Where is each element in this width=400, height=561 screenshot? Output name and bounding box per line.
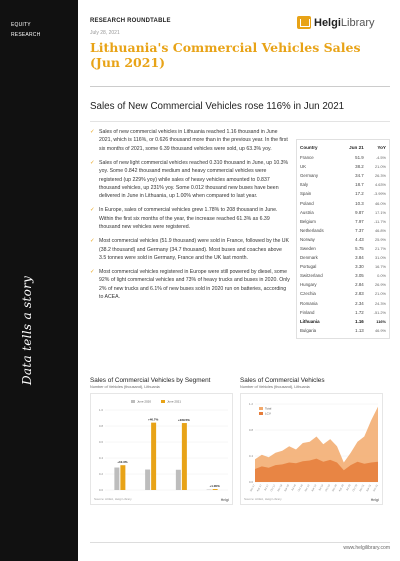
table-row — [299, 253, 387, 262]
table-cell-yoy: 31.0% — [374, 255, 386, 261]
table-cell-yoy: 26.9% — [374, 282, 386, 288]
table-cell-yoy: 0.0% — [377, 273, 386, 279]
table-cell-jun: 2.83 — [355, 291, 364, 297]
chart-brand: Helgi — [370, 498, 379, 502]
table-cell-country: Switzerland — [300, 273, 323, 279]
table-row — [299, 235, 387, 244]
table-cell-yoy: 46.8% — [374, 227, 386, 233]
check-icon: ✓ — [90, 207, 95, 214]
bar — [213, 489, 218, 490]
table-cell-jun: 10.3 — [355, 200, 364, 206]
y-tick-label: 0.4 — [248, 454, 253, 458]
category-line-2: RESEARCH — [11, 32, 41, 38]
publish-date: July 28, 2021 — [90, 30, 120, 36]
chart-frame — [240, 393, 383, 505]
table-cell-yoy: 4.63% — [374, 182, 386, 188]
table-row — [299, 226, 387, 235]
y-tick-label: 0.0 — [248, 480, 253, 484]
category-label — [11, 20, 40, 40]
table-cell-country: UK — [300, 164, 307, 170]
table-row — [299, 180, 387, 189]
table-cell-jun: 4.43 — [355, 236, 364, 242]
legend-label: June 2020 — [137, 399, 152, 404]
chart-brand: Helgi — [220, 498, 229, 502]
table-header-yoy: YoY — [377, 145, 386, 150]
x-tick-label: Jan 19 — [304, 484, 311, 493]
x-tick-label: Jul 18 — [290, 484, 297, 492]
x-tick-label: Oct 20 — [351, 484, 359, 493]
country-table — [296, 139, 390, 339]
table-cell-country: Finland — [300, 309, 315, 315]
table-cell-country: Sweden — [300, 245, 316, 251]
legend-label: June 2021 — [167, 399, 182, 404]
chart-subtitle: Number of Vehicles (thousand), Lithuania — [90, 385, 160, 389]
table-cell-jun: 7.37 — [355, 227, 364, 233]
check-icon: ✓ — [90, 238, 95, 245]
table-cell-country: Hungary — [300, 282, 317, 288]
x-tick-label: Jan 20 — [331, 484, 338, 493]
table-cell-country: Italy — [300, 182, 309, 188]
table-cell-jun: 7.97 — [355, 218, 364, 224]
table-cell-jun: 1.13 — [355, 327, 364, 333]
table-row — [299, 162, 387, 171]
table-row — [299, 208, 387, 217]
y-tick-label: 0.8 — [248, 428, 253, 432]
table-cell-yoy: 21.0% — [374, 164, 386, 170]
table-cell-jun: 5.75 — [355, 245, 364, 251]
table-cell-country: Lithuania — [300, 318, 320, 324]
x-tick-label: Jul 17 — [263, 484, 270, 492]
table-row — [299, 317, 387, 326]
check-icon: ✓ — [90, 269, 95, 276]
table-cell-jun: 1.16 — [355, 318, 364, 324]
x-tick-label: Jan 17 — [249, 484, 256, 493]
bullet-item: ✓ Sales of new commercial vehicles in Lithuania reached 1.16 thousand in June 2021, which is 116%, or 0.626 thousand more than in the previous year. In the first six months of 2021, some 6.39 thousand vehicles were sold, up 63.3% yoy. — [90, 129, 288, 152]
x-tick-label: Oct 18 — [297, 484, 304, 493]
table-row — [299, 262, 387, 271]
table-cell-jun: 18.7 — [355, 182, 364, 188]
table-cell-jun: 3.05 — [355, 273, 364, 279]
table-row — [299, 153, 387, 162]
table-cell-yoy: 26.3% — [374, 173, 386, 179]
legend-swatch — [131, 400, 135, 403]
table-cell-yoy: 16.7% — [374, 264, 386, 270]
table-cell-yoy: -3.99% — [373, 191, 386, 197]
table-cell-country: Romania — [300, 300, 318, 306]
legend-swatch — [259, 412, 263, 415]
table-cell-yoy: 17.1% — [374, 209, 386, 215]
legend-swatch — [259, 407, 263, 410]
table-cell-jun: 3.30 — [355, 264, 364, 270]
table-cell-yoy: 116% — [376, 318, 386, 324]
table-cell-jun: 38.2 — [355, 164, 364, 170]
page-title: Lithuania's Commercial Vehicles Sales (Jun 2021) — [90, 40, 361, 70]
chart-title: Sales of Commercial Vehicles by Segment — [90, 377, 211, 384]
table-cell-country: Portugal — [300, 264, 317, 270]
table-row — [299, 171, 387, 180]
trend-chart-svg — [241, 394, 384, 506]
table-row — [299, 244, 387, 253]
x-tick-label: Jun 21 — [372, 484, 379, 493]
chart-frame — [90, 393, 233, 505]
table-row — [299, 289, 387, 298]
y-tick-label: 0.2 — [98, 472, 103, 476]
table-row — [299, 280, 387, 289]
table-cell-yoy: 46.9% — [374, 327, 386, 333]
table-row — [299, 217, 387, 226]
table-cell-yoy: 46.0% — [374, 200, 386, 206]
helgi-library-logo[interactable] — [297, 16, 375, 29]
table-cell-jun: 51.9 — [355, 155, 364, 161]
data-label: +40.7% — [147, 417, 159, 422]
logo-text: HelgiLibrary — [314, 16, 375, 29]
footer-link[interactable]: www.helgilibrary.com — [343, 545, 390, 551]
segment-chart-svg — [91, 394, 234, 506]
check-icon: ✓ — [90, 159, 95, 166]
table-cell-yoy: 25.9% — [374, 236, 386, 242]
table-cell-country: Norway — [300, 236, 315, 242]
table-cell-jun: 9.87 — [355, 209, 364, 215]
table-cell-yoy: -11.7% — [373, 218, 386, 224]
logo-icon — [297, 16, 311, 29]
kicker: RESEARCH ROUNDTABLE — [90, 18, 171, 24]
divider — [90, 121, 390, 122]
table-cell-yoy: -51.2% — [373, 309, 386, 315]
trend-chart — [240, 377, 383, 505]
chart-title: Sales of Commercial Vehicles — [240, 377, 325, 384]
table-row — [299, 271, 387, 280]
x-tick-label: Apr 21 — [365, 484, 373, 493]
check-icon: ✓ — [90, 129, 95, 135]
category-line-1: EQUITY — [11, 22, 31, 28]
table-cell-country: Czechia — [300, 291, 316, 297]
table-row — [299, 299, 387, 308]
table-row — [299, 189, 387, 198]
sidebar — [0, 0, 78, 561]
data-label: +1.00% — [209, 484, 220, 489]
x-tick-label: Jul 19 — [318, 484, 325, 492]
legend-swatch — [161, 400, 165, 403]
table-row — [299, 326, 387, 335]
footer-divider — [90, 542, 390, 543]
x-tick-label: Jan 21 — [358, 484, 366, 493]
bullet-item: ✓ Sales of new light commercial vehicles reached 0.310 thousand in June, up 10.3% yoy. Some 0.842 thousand medium and heavy commercial vehicles were registered (up 229% yoy) while sales of heavy vehicles amounted to 0.837 thousand vehicles, up 231% yoy. Some 0.012 thousand new buses have been delivered in June in Lithuania, up 1.00% when compared to last year. — [90, 159, 289, 200]
table-cell-yoy: 21.0% — [374, 291, 386, 297]
table-cell-country: Denmark — [300, 255, 318, 261]
table-header-country: Country — [300, 145, 318, 150]
chart-source: Source: ACEA, Helgi Library — [244, 497, 282, 501]
x-tick-label: Oct 19 — [324, 484, 332, 493]
bar — [114, 468, 119, 490]
table-cell-country: Belgium — [300, 218, 316, 224]
table-cell-jun: 3.84 — [355, 255, 364, 261]
x-tick-label: Apr 18 — [283, 484, 291, 493]
table-cell-country: Austria — [300, 209, 314, 215]
table-cell-yoy: -4.5% — [375, 155, 386, 161]
legend-label: LCV — [265, 411, 271, 416]
table-cell-jun: 17.2 — [355, 191, 364, 197]
table-cell-country: Bulgaria — [300, 327, 317, 333]
table-header-jun: Jun 21 — [349, 145, 364, 150]
table-cell-jun: 2.34 — [355, 300, 364, 306]
x-tick-label: Apr 17 — [256, 484, 263, 493]
bar — [151, 423, 156, 490]
y-tick-label: 1.2 — [248, 402, 253, 406]
bar — [182, 423, 187, 490]
table-cell-yoy: 21.7% — [374, 245, 386, 251]
table-cell-country: Netherlands — [300, 227, 324, 233]
data-label: +229.5% — [177, 418, 190, 423]
section-subtitle: Sales of New Commercial Vehicles rose 116% in Jun 2021 — [90, 101, 345, 112]
legend-label: Total — [265, 406, 272, 411]
chart-source: Source: ACEA, Helgi Library — [94, 497, 132, 501]
x-tick-label: Oct 17 — [269, 484, 277, 493]
table-row — [299, 308, 387, 317]
bar — [145, 470, 150, 490]
x-tick-label: Jan 18 — [276, 484, 284, 493]
table-cell-country: Poland — [300, 200, 314, 206]
tagline: Data tells a story — [20, 275, 34, 385]
y-tick-label: 0.6 — [98, 440, 103, 444]
table-cell-jun: 34.7 — [355, 173, 364, 179]
x-tick-label: Jul 20 — [345, 484, 352, 492]
table-row — [299, 198, 387, 207]
table-cell-jun: 1.72 — [355, 309, 364, 315]
y-tick-label: 0.4 — [98, 456, 103, 460]
chart-subtitle: Number of Vehicles (thousand), Lithuania — [240, 385, 310, 389]
bullet-item: ✓ Most commercial vehicles registered in Europe were still powered by diesel, some 92% of light commercial vehicles and 73% of heavy trucks and buses in 2020. Only 2% of new trucks and 6.1% of new buses sold in 2020 run on batteries, according to ACEA. — [90, 269, 290, 301]
y-tick-label: 1.0 — [98, 408, 103, 412]
data-label: +10.3% — [117, 460, 128, 465]
table-cell-country: Germany — [300, 173, 319, 179]
table-cell-country: Spain — [300, 191, 312, 197]
table-cell-jun: 2.84 — [355, 282, 364, 288]
bar — [176, 470, 181, 490]
x-tick-label: Apr 19 — [310, 484, 318, 493]
table-cell-yoy: 24.3% — [374, 300, 386, 306]
bullet-item: ✓ In Europe, sales of commercial vehicles grew 1.78% to 208 thousand in June. Within the first six months of the year, the increase reached 61.3% as 6.39 thousand new vehicles were registered. — [90, 207, 278, 231]
bar — [120, 465, 125, 490]
x-tick-label: Apr 20 — [338, 484, 345, 493]
divider — [90, 86, 390, 87]
segment-chart — [90, 377, 233, 505]
y-tick-label: 0.0 — [98, 488, 103, 492]
bullet-item: ✓ Most commercial vehicles (51.9 thousand) were sold in France, followed by the UK (38.2 thousand) and Germany (34.7 thousand). Most buses and coaches above 3.5 tonnes were sold in Germany, France and the UK last month. — [90, 238, 290, 262]
table-cell-country: France — [300, 155, 314, 161]
bullet-list — [90, 128, 290, 307]
table-body — [299, 153, 387, 335]
y-tick-label: 0.8 — [98, 424, 103, 428]
